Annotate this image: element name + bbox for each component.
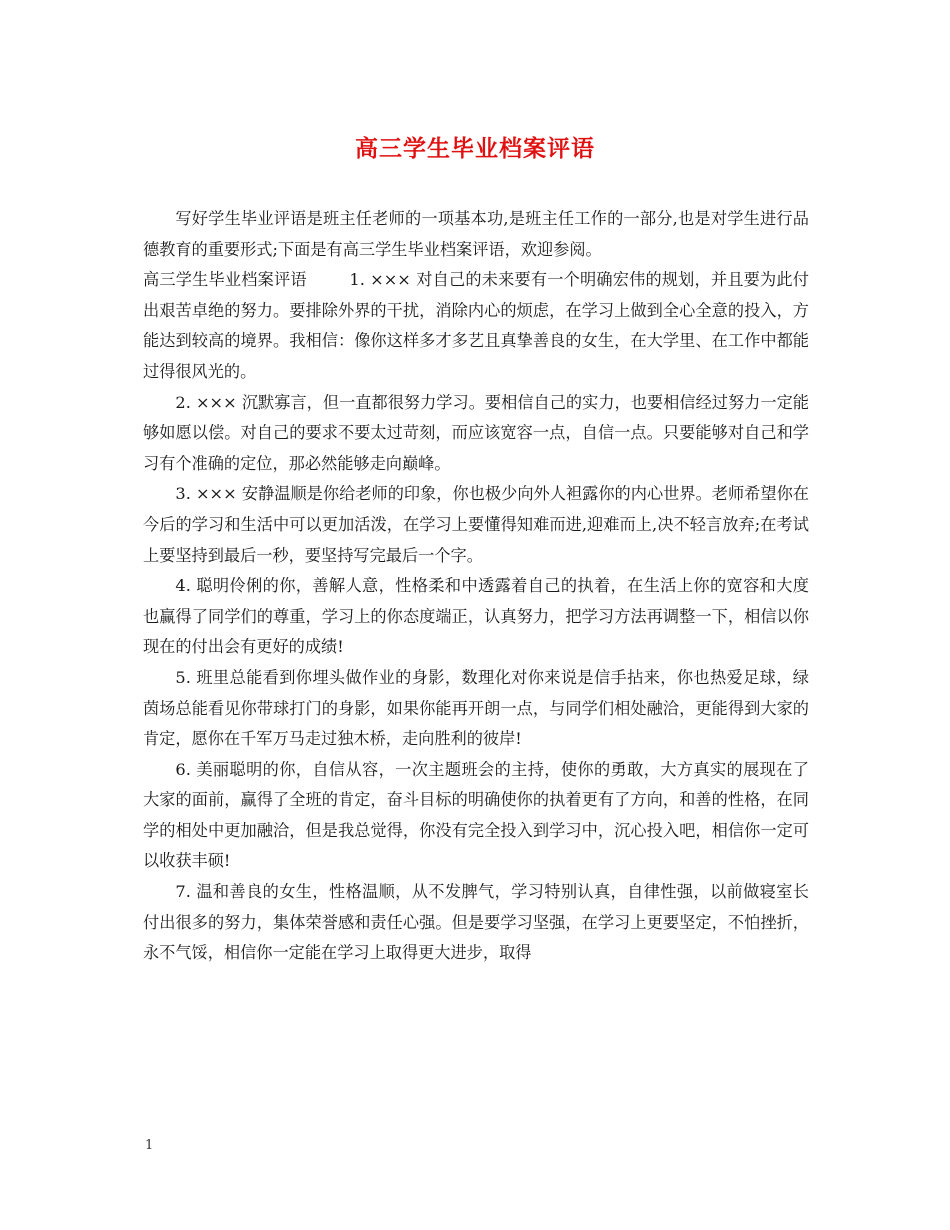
comment-paragraph-5: 5. 班里总能看到你埋头做作业的身影，数理化对你来说是信手拈来，你也热爱足球，绿茵场总能看见你带球打门的身影，如果你能再开朗一点，与同学们相处融洽，更能得到大家的肯定，愿你在千军万马走过独木桥，走向胜利的彼岸! <box>143 667 809 749</box>
page-number: 1 <box>145 1138 154 1153</box>
document-body <box>143 204 809 969</box>
comment-paragraph-3: 3. ××× 安静温顺是你给老师的印象，你也极少向外人袒露你的内心世界。老师希望你在今后的学习和生活中可以更加活泼，在学习上要懂得知难而进,迎难而上,决不轻言放弃;在考试上要坚持到最后一秒，要坚持写完最后一个字。 <box>143 484 809 565</box>
comment-item-1: 1. ××× 对自己的未来要有一个明确宏伟的规划，并且要为此付出艰苦卓绝的努力。要排除外界的干扰，消除内心的烦虑，在学习上做到全心全意的投入，方能达到较高的境界。我相信：像你这样多才多艺且真挚善良的女生，在大学里、在工作中都能过得很风光的。 <box>143 270 809 381</box>
comment-paragraph-7: 7. 温和善良的女生，性格温顺，从不发脾气，学习特别认真，自律性强，以前做寝室长付出很多的努力，集体荣誉感和责任心强。但是要学习坚强，在学习上更要坚定，不怕挫折，永不气馁，相信你一定能在学习上取得更大进步，取得 <box>143 882 809 963</box>
comment-paragraph-2: 2. ××× 沉默寡言，但一直都很努力学习。要相信自己的实力，也要相信经过努力一定能够如愿以偿。对自己的要求不要太过苛刻，而应该宽容一点，自信一点。只要能够对自己和学习有个准确的定位，那必然能够走向巅峰。 <box>143 392 809 473</box>
comment-paragraph-6: 6. 美丽聪明的你，自信从容，一次主题班会的主持，使你的勇敢，大方真实的展现在了大家的面前，赢得了全班的肯定，奋斗目标的明确使你的执着更有了方向，和善的性格，在同学的相处中更加融洽，但是我总觉得，你没有完全投入到学习中，沉心投入吧，相信你一定可以收获丰硕! <box>143 759 809 871</box>
comment-paragraph-4: 4. 聪明伶俐的你，善解人意，性格柔和中透露着自己的执着，在生活上你的宽容和大度也赢得了同学们的尊重，学习上的你态度端正，认真努力，把学习方法再调整一下，相信以你现在的付出会有更好的成绩! <box>143 576 809 657</box>
document-title: 高三学生毕业档案评语 <box>355 135 595 162</box>
intro-paragraph: 写好学生毕业评语是班主任老师的一项基本功,是班主任工作的一部分,也是对学生进行品德教育的重要形式;下面是有高三学生毕业档案评语，欢迎参阅。 <box>143 209 809 259</box>
section-label: 高三学生毕业档案评语 <box>143 270 307 290</box>
comment-paragraph-1 <box>143 265 809 387</box>
